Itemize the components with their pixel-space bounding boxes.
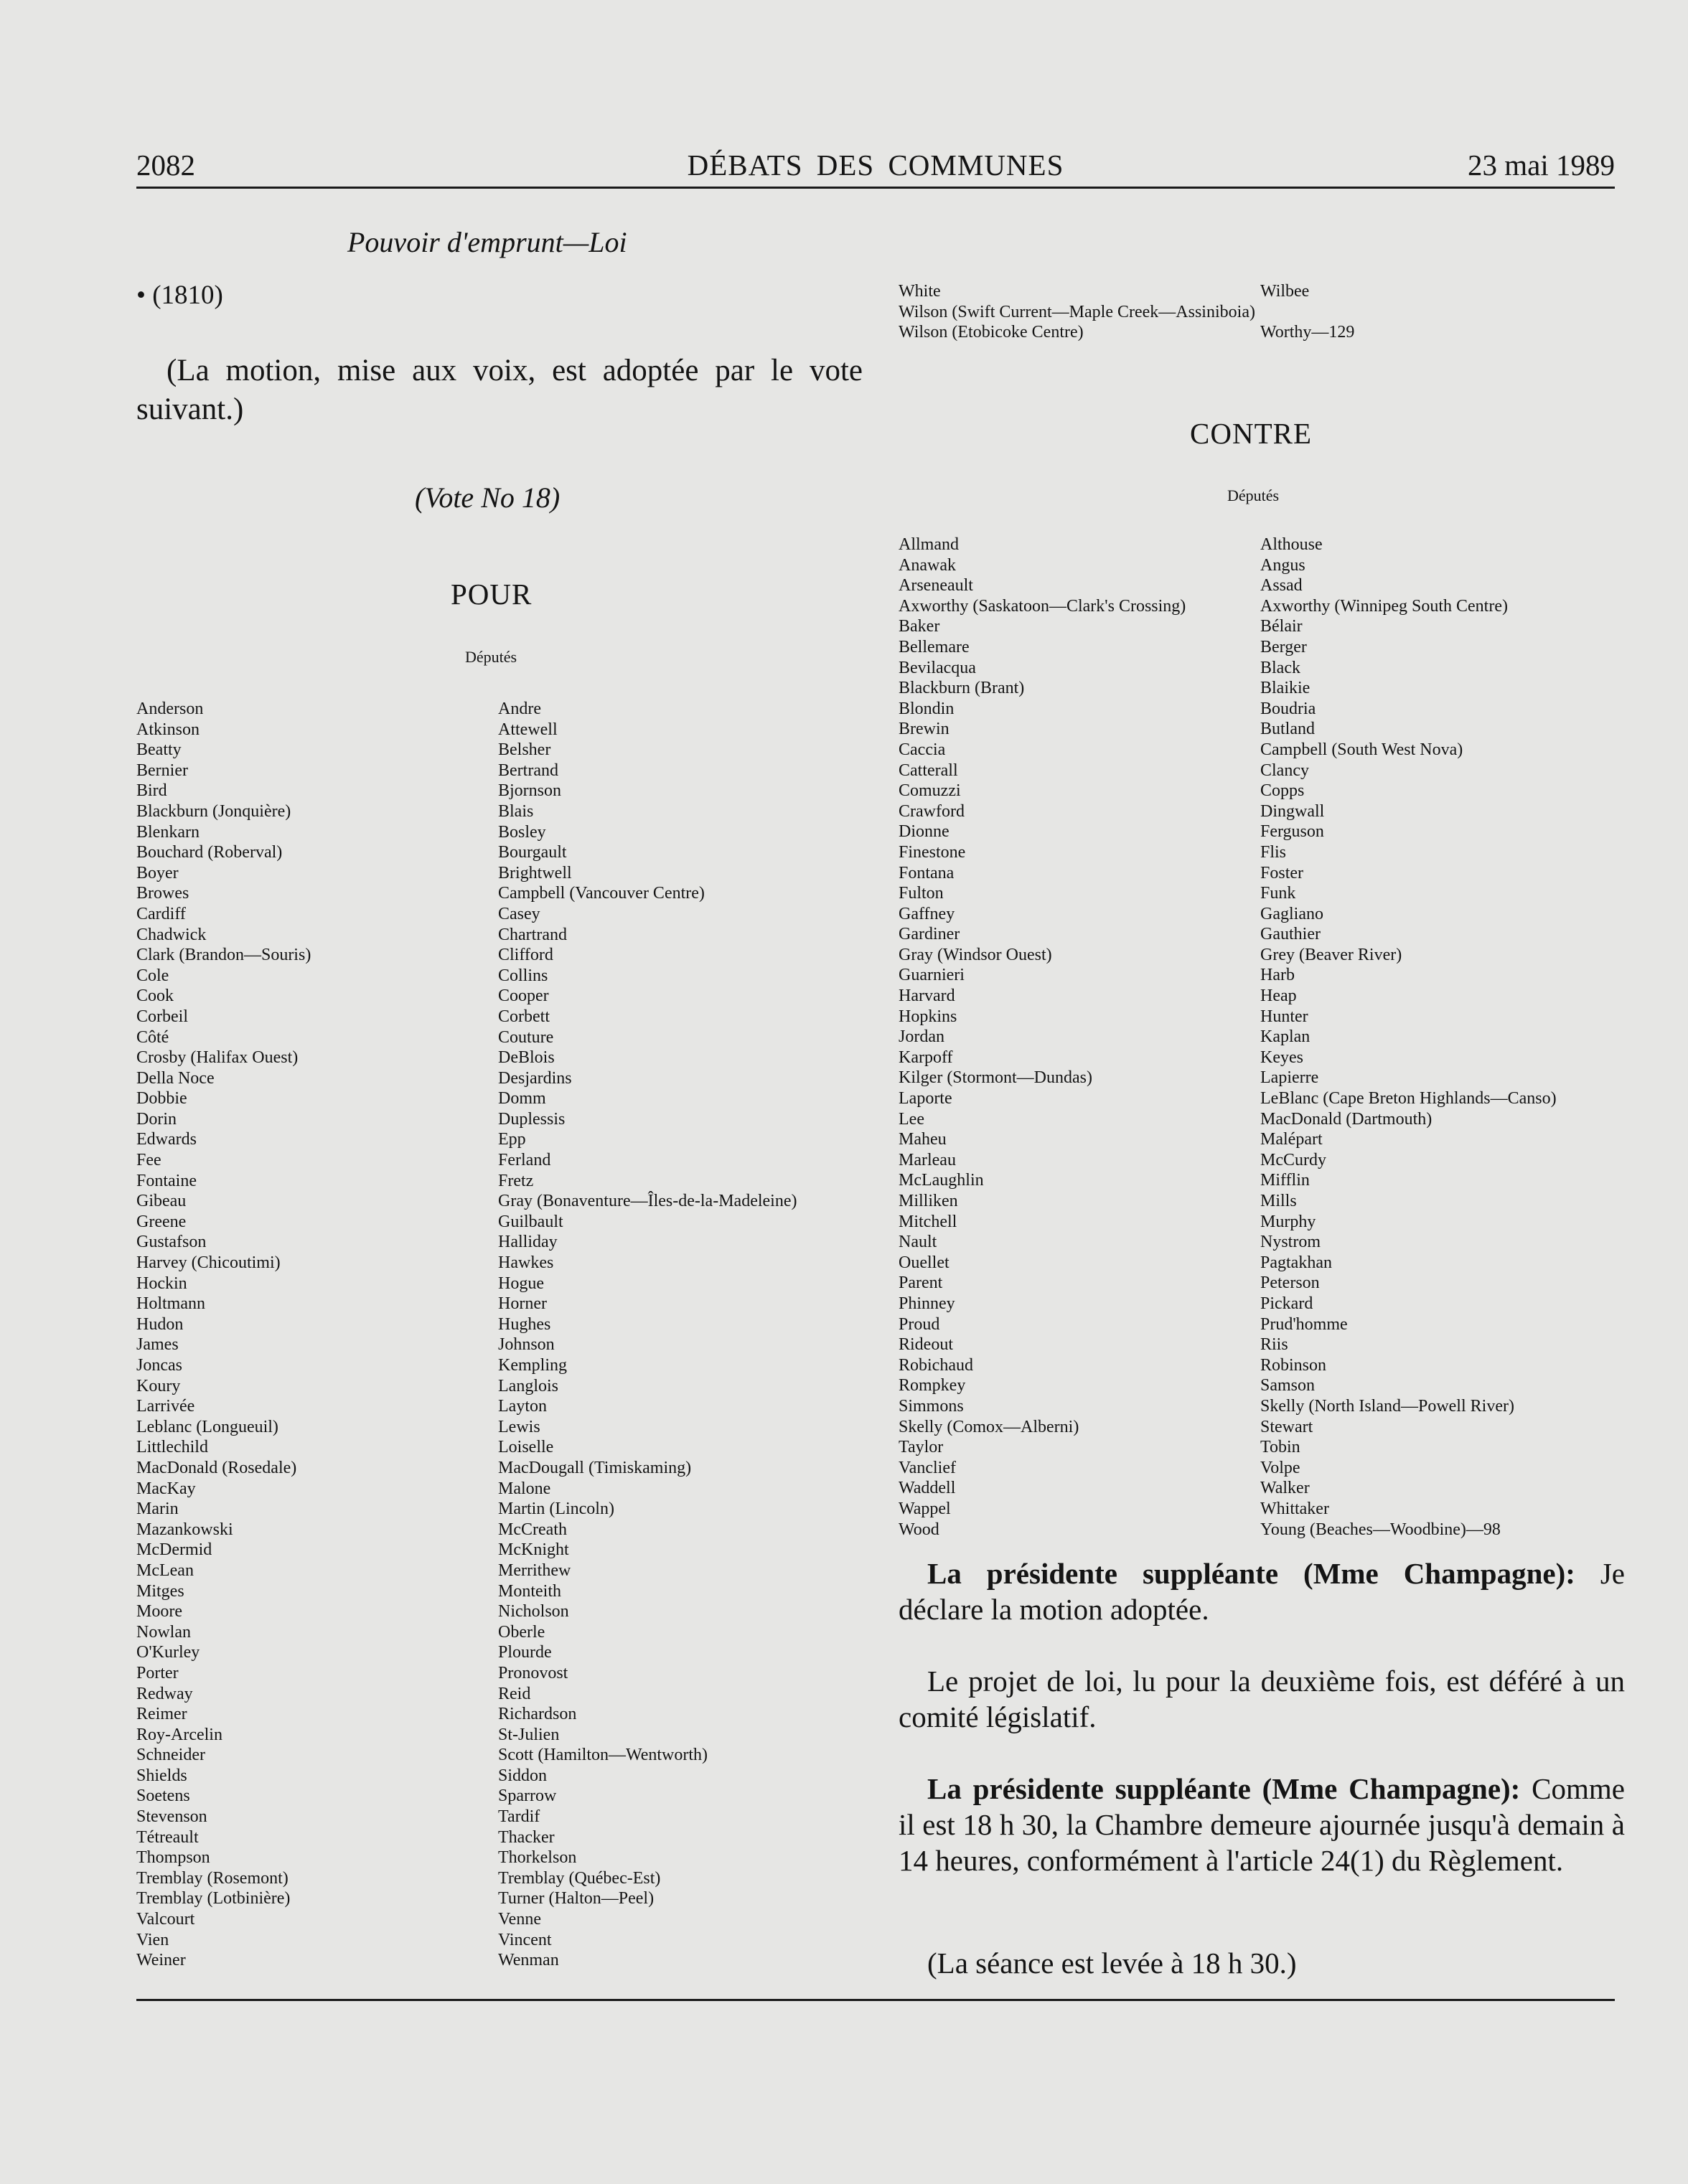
list-item: Grey (Beaver River) bbox=[1260, 945, 1402, 964]
list-item: Proud bbox=[899, 1314, 940, 1334]
list-item: Reimer bbox=[136, 1705, 187, 1724]
list-item: Guarnieri bbox=[899, 966, 965, 985]
list-item: Côté bbox=[136, 1027, 169, 1047]
list-item: Dorin bbox=[136, 1109, 177, 1129]
list-item: Redway bbox=[136, 1684, 193, 1703]
list-item: Harvard bbox=[899, 987, 955, 1006]
pour-continued-left bbox=[899, 281, 1255, 343]
time-marker: • (1810) bbox=[136, 281, 223, 310]
list-item: Venne bbox=[498, 1910, 541, 1929]
list-item: Browes bbox=[136, 884, 189, 903]
list-item: Wilbee bbox=[1260, 282, 1310, 301]
list-item: Skelly (Comox—Alberni) bbox=[899, 1417, 1079, 1436]
list-item: Chartrand bbox=[498, 925, 567, 944]
list-item: Blenkarn bbox=[136, 822, 200, 842]
list-item: Young (Beaches—Woodbine)—98 bbox=[1260, 1520, 1501, 1539]
list-item: Bernier bbox=[136, 761, 188, 780]
list-item: Gagliano bbox=[1260, 904, 1323, 923]
list-item: Kaplan bbox=[1260, 1027, 1310, 1047]
list-item: Boudria bbox=[1260, 699, 1316, 718]
list-item: Riis bbox=[1260, 1335, 1288, 1355]
list-item: Axworthy (Saskatoon—Clark's Crossing) bbox=[899, 596, 1186, 616]
list-item: James bbox=[136, 1335, 179, 1355]
list-item: Bouchard (Roberval) bbox=[136, 843, 283, 862]
list-item: Cook bbox=[136, 987, 174, 1006]
contre-list-col1 bbox=[899, 535, 1186, 1540]
list-item: Nault bbox=[899, 1233, 937, 1252]
list-item: Bourgault bbox=[498, 843, 567, 862]
list-item: Monteith bbox=[498, 1581, 561, 1601]
list-item: Skelly (North Island—Powell River) bbox=[1260, 1396, 1514, 1416]
list-item: O'Kurley bbox=[136, 1643, 200, 1662]
list-item: Shields bbox=[136, 1766, 187, 1785]
list-item: Hopkins bbox=[899, 1007, 957, 1026]
list-item: Malépart bbox=[1260, 1130, 1323, 1149]
list-item: Cooper bbox=[498, 987, 549, 1006]
list-item: Maheu bbox=[899, 1130, 947, 1149]
list-item: Dingwall bbox=[1260, 801, 1325, 821]
list-item: Guilbault bbox=[498, 1212, 563, 1231]
list-item: Harvey (Chicoutimi) bbox=[136, 1253, 281, 1273]
list-item: Gaffney bbox=[899, 904, 955, 923]
page-number: 2082 bbox=[136, 149, 195, 182]
list-item: Althouse bbox=[1260, 535, 1323, 554]
list-item: Weiner bbox=[136, 1951, 186, 1970]
list-item: Littlechild bbox=[136, 1438, 208, 1457]
list-item: Pronovost bbox=[498, 1663, 568, 1682]
list-item: Schneider bbox=[136, 1746, 205, 1765]
list-item: Berger bbox=[1260, 637, 1307, 656]
list-item: Tobin bbox=[1260, 1438, 1300, 1457]
list-item: Turner (Halton—Peel) bbox=[498, 1889, 655, 1908]
pour-list-col1 bbox=[136, 699, 311, 1971]
paragraph-motion-adopted bbox=[899, 1555, 1625, 1627]
list-item: Martin (Lincoln) bbox=[498, 1500, 614, 1519]
list-item: Phinney bbox=[899, 1294, 955, 1313]
list-item: Merrithew bbox=[498, 1561, 571, 1580]
list-item: Mitges bbox=[136, 1581, 184, 1601]
list-item: Fretz bbox=[498, 1171, 534, 1190]
list-item: Murphy bbox=[1260, 1212, 1316, 1231]
list-item: Thorkelson bbox=[498, 1848, 577, 1868]
list-item: McLaughlin bbox=[899, 1171, 984, 1190]
list-item: Bellemare bbox=[899, 637, 970, 656]
list-item: Hogue bbox=[498, 1274, 544, 1293]
list-item: Wenman bbox=[498, 1951, 559, 1970]
list-item: McCreath bbox=[498, 1520, 567, 1539]
list-item: Loiselle bbox=[498, 1438, 554, 1457]
list-item: Richardson bbox=[498, 1705, 577, 1724]
list-item: Crosby (Halifax Ouest) bbox=[136, 1048, 299, 1068]
list-item: Mills bbox=[1260, 1192, 1297, 1210]
list-item: Boyer bbox=[136, 863, 179, 882]
list-item: Holtmann bbox=[136, 1294, 205, 1314]
list-item: Finestone bbox=[899, 842, 966, 862]
list-item: Desjardins bbox=[498, 1068, 572, 1088]
list-item: Bevilacqua bbox=[899, 658, 976, 677]
list-item: Funk bbox=[1260, 884, 1296, 903]
list-item: Thacker bbox=[498, 1827, 555, 1847]
list-item: Fontaine bbox=[136, 1171, 197, 1190]
list-item: Clifford bbox=[498, 946, 553, 965]
list-item: MacDonald (Rosedale) bbox=[136, 1458, 297, 1477]
list-item: Cardiff bbox=[136, 904, 186, 923]
list-item: Blackburn (Brant) bbox=[899, 679, 1025, 698]
list-item: Hawkes bbox=[498, 1253, 554, 1273]
list-item: Milliken bbox=[899, 1192, 958, 1210]
list-item: Wilson (Swift Current—Maple Creek—Assiniboia) bbox=[899, 302, 1255, 321]
page-header bbox=[136, 148, 1615, 185]
list-item: Layton bbox=[498, 1397, 547, 1416]
list-item: Assad bbox=[1260, 576, 1303, 596]
list-item: Kempling bbox=[498, 1356, 567, 1375]
pour-heading: POUR bbox=[451, 578, 533, 611]
list-item: Ferland bbox=[498, 1151, 551, 1170]
list-item: Stevenson bbox=[136, 1807, 207, 1827]
list-item: Wappel bbox=[899, 1499, 951, 1518]
list-item: Foster bbox=[1260, 863, 1303, 882]
list-item: Johnson bbox=[498, 1335, 555, 1355]
list-item: Butland bbox=[1260, 720, 1315, 739]
list-item: Blaikie bbox=[1260, 679, 1310, 698]
list-item: Waddell bbox=[899, 1479, 956, 1498]
list-item: MacKay bbox=[136, 1479, 196, 1498]
list-item: Crawford bbox=[899, 801, 965, 821]
pour-list-col2 bbox=[498, 699, 797, 1971]
list-item: Joncas bbox=[136, 1356, 182, 1375]
list-item: LeBlanc (Cape Breton Highlands—Canso) bbox=[1260, 1089, 1557, 1109]
vote-label: (Vote No 18) bbox=[415, 481, 561, 514]
list-item: Oberle bbox=[498, 1622, 545, 1642]
list-item: McCurdy bbox=[1260, 1150, 1326, 1169]
list-item: Attewell bbox=[498, 720, 558, 739]
list-item: Horner bbox=[498, 1294, 547, 1314]
list-item: Couture bbox=[498, 1027, 554, 1047]
contre-subheading: Députés bbox=[1227, 486, 1280, 504]
list-item: Gardiner bbox=[899, 925, 960, 944]
list-item: Leblanc (Longueuil) bbox=[136, 1417, 278, 1436]
list-item: Ouellet bbox=[899, 1253, 950, 1272]
list-item: Dobbie bbox=[136, 1089, 187, 1109]
list-item: Pickard bbox=[1260, 1294, 1313, 1313]
list-item: Simmons bbox=[899, 1396, 964, 1416]
list-item: Valcourt bbox=[136, 1910, 195, 1929]
list-item: Vanclief bbox=[899, 1458, 956, 1477]
list-item: Kilger (Stormont—Dundas) bbox=[899, 1068, 1092, 1088]
list-item: McDermid bbox=[136, 1540, 212, 1560]
list-item: Caccia bbox=[899, 740, 946, 759]
list-item: Pagtakhan bbox=[1260, 1253, 1332, 1272]
list-item: Hughes bbox=[498, 1314, 551, 1334]
list-item: Soetens bbox=[136, 1787, 190, 1806]
list-item: Clancy bbox=[1260, 761, 1309, 780]
list-item: Marin bbox=[136, 1500, 179, 1519]
list-item: Gray (Windsor Ouest) bbox=[899, 945, 1052, 964]
list-item: Campbell (Vancouver Centre) bbox=[498, 884, 705, 903]
list-item: Walker bbox=[1260, 1479, 1310, 1498]
pour-subheading: Députés bbox=[465, 648, 517, 666]
paragraph-bill-referred: Le projet de loi, lu pour la deuxième fois, est déféré à un comité législatif. bbox=[899, 1665, 1625, 1733]
speaker-name: La présidente suppléante (Mme Champagne): bbox=[927, 1557, 1575, 1590]
motion-text: (La motion, mise aux voix, est adoptée par le vote suivant.) bbox=[136, 354, 863, 426]
list-item: Nicholson bbox=[498, 1602, 569, 1621]
list-item: Wilson (Etobicoke Centre) bbox=[899, 323, 1084, 342]
list-item: Catterall bbox=[899, 761, 958, 780]
list-item: Moore bbox=[136, 1602, 182, 1621]
list-item: Bosley bbox=[498, 822, 546, 842]
list-item: Black bbox=[1260, 658, 1300, 677]
list-item: Tétreault bbox=[136, 1827, 199, 1847]
pour-total: Worthy—129 bbox=[1260, 323, 1355, 342]
list-item: Karpoff bbox=[899, 1048, 953, 1067]
list-item: Comuzzi bbox=[899, 781, 961, 801]
list-item: Sparrow bbox=[498, 1787, 557, 1806]
list-item: Mitchell bbox=[899, 1212, 957, 1231]
list-item: Harb bbox=[1260, 966, 1295, 985]
list-item: Vien bbox=[136, 1930, 169, 1949]
list-item: Mifflin bbox=[1260, 1171, 1310, 1190]
list-item: Reid bbox=[498, 1684, 531, 1703]
list-item: Bélair bbox=[1260, 617, 1303, 636]
list-item: Lee bbox=[899, 1109, 924, 1129]
list-item: Tremblay (Lotbinière) bbox=[136, 1889, 291, 1908]
list-item: Robichaud bbox=[899, 1355, 973, 1375]
list-item: Brightwell bbox=[498, 863, 572, 882]
pour-continued-right bbox=[1260, 281, 1354, 343]
contre-list-col2 bbox=[1260, 535, 1557, 1540]
list-item: Bird bbox=[136, 781, 167, 801]
list-item: Ferguson bbox=[1260, 822, 1324, 842]
list-item: Domm bbox=[498, 1089, 546, 1109]
list-item: Anderson bbox=[136, 700, 204, 718]
publication-title: DÉBATS DES COMMUNES bbox=[687, 149, 1064, 182]
list-item: Plourde bbox=[498, 1643, 552, 1662]
list-item: White bbox=[899, 282, 941, 301]
list-item: Lewis bbox=[498, 1417, 540, 1436]
list-item: Andre bbox=[498, 700, 541, 718]
list-item: Larrivée bbox=[136, 1397, 195, 1416]
paragraph-adjournment bbox=[899, 1771, 1625, 1878]
list-item: Flis bbox=[1260, 842, 1287, 862]
list-item: Tremblay (Québec-Est) bbox=[498, 1868, 661, 1888]
paragraph-text: Je déclare la motion adoptée. bbox=[899, 1557, 1625, 1626]
list-item: Beatty bbox=[136, 740, 182, 760]
list-item: Roy-Arcelin bbox=[136, 1725, 222, 1744]
list-item: Robinson bbox=[1260, 1355, 1327, 1375]
list-item: Copps bbox=[1260, 781, 1305, 801]
list-item: Marleau bbox=[899, 1150, 956, 1169]
list-item: MacDougall (Timiskaming) bbox=[498, 1458, 692, 1477]
page-date: 23 mai 1989 bbox=[1468, 149, 1615, 182]
list-item: Jordan bbox=[899, 1027, 944, 1047]
list-item: Halliday bbox=[498, 1233, 558, 1252]
list-item: Tardif bbox=[498, 1807, 540, 1827]
list-item: Laporte bbox=[899, 1089, 952, 1109]
list-item: Blondin bbox=[899, 699, 955, 718]
list-item: Fulton bbox=[899, 884, 944, 903]
list-item: Edwards bbox=[136, 1130, 197, 1149]
list-item: Anawak bbox=[899, 555, 956, 575]
list-item: Mazankowski bbox=[136, 1520, 233, 1539]
list-item: St-Julien bbox=[498, 1725, 560, 1744]
list-item: Gray (Bonaventure—Îles-de-la-Madeleine) bbox=[498, 1192, 797, 1211]
list-item: Epp bbox=[498, 1130, 526, 1149]
contre-heading: CONTRE bbox=[1190, 417, 1312, 450]
list-item: Whittaker bbox=[1260, 1499, 1329, 1518]
list-item: Hockin bbox=[136, 1274, 187, 1293]
list-item: Stewart bbox=[1260, 1417, 1313, 1436]
list-item: Scott (Hamilton—Wentworth) bbox=[498, 1746, 708, 1765]
list-item: Nystrom bbox=[1260, 1233, 1321, 1252]
list-item: Malone bbox=[498, 1479, 551, 1498]
list-item: Heap bbox=[1260, 987, 1297, 1006]
list-item: Rompkey bbox=[899, 1376, 966, 1395]
list-item: Hudon bbox=[136, 1314, 184, 1334]
list-item: Cole bbox=[136, 966, 169, 985]
list-item bbox=[1260, 302, 1354, 323]
list-item: Rideout bbox=[899, 1335, 953, 1355]
footer-rule bbox=[136, 1999, 1615, 2001]
closing-line: (La séance est levée à 18 h 30.) bbox=[927, 1947, 1297, 1980]
list-item: Bertrand bbox=[498, 761, 558, 780]
list-item: Bjornson bbox=[498, 781, 562, 801]
list-item: McLean bbox=[136, 1561, 194, 1580]
list-item: Prud'homme bbox=[1260, 1314, 1348, 1334]
list-item: Thompson bbox=[136, 1848, 210, 1868]
list-item: Tremblay (Rosemont) bbox=[136, 1868, 289, 1888]
list-item: Corbeil bbox=[136, 1007, 188, 1026]
list-item: Collins bbox=[498, 966, 548, 985]
list-item: Parent bbox=[899, 1274, 943, 1293]
header-rule bbox=[136, 187, 1615, 189]
list-item: Campbell (South West Nova) bbox=[1260, 740, 1463, 759]
list-item: MacDonald (Dartmouth) bbox=[1260, 1109, 1433, 1129]
paragraph-text: Comme il est 18 h 30, la Chambre demeure ajournée jusqu'à demain à 14 heures, conformément à l'article 24(1) du Règlement. bbox=[899, 1772, 1625, 1877]
speaker-name: La présidente suppléante (Mme Champagne): bbox=[927, 1772, 1521, 1805]
list-item: Siddon bbox=[498, 1766, 548, 1785]
list-item: Clark (Brandon—Souris) bbox=[136, 946, 311, 965]
list-item: Atkinson bbox=[136, 720, 200, 739]
list-item: Peterson bbox=[1260, 1274, 1320, 1293]
list-item: Arseneault bbox=[899, 576, 973, 596]
list-item: Blackburn (Jonquière) bbox=[136, 801, 291, 821]
list-item: Gibeau bbox=[136, 1192, 187, 1211]
list-item: McKnight bbox=[498, 1540, 569, 1560]
list-item: Dionne bbox=[899, 822, 950, 842]
list-item: Koury bbox=[136, 1376, 181, 1395]
list-item: Blais bbox=[498, 801, 534, 821]
list-item: Wood bbox=[899, 1520, 939, 1539]
list-item: Hunter bbox=[1260, 1007, 1308, 1026]
list-item: Angus bbox=[1260, 555, 1305, 575]
list-item: Keyes bbox=[1260, 1048, 1303, 1067]
list-item: Allmand bbox=[899, 535, 959, 554]
list-item: Vincent bbox=[498, 1930, 552, 1949]
list-item: Gustafson bbox=[136, 1233, 207, 1252]
list-item: Langlois bbox=[498, 1376, 558, 1395]
list-item: Greene bbox=[136, 1212, 187, 1231]
section-subheading: Pouvoir d'emprunt—Loi bbox=[347, 226, 627, 258]
list-item: Belsher bbox=[498, 740, 551, 760]
list-item: Volpe bbox=[1260, 1458, 1300, 1477]
list-item: Duplessis bbox=[498, 1109, 566, 1129]
list-item: Brewin bbox=[899, 720, 950, 739]
list-item: Samson bbox=[1260, 1376, 1316, 1395]
list-item: Lapierre bbox=[1260, 1068, 1319, 1088]
list-item: Fee bbox=[136, 1151, 161, 1170]
list-item: Casey bbox=[498, 904, 540, 923]
list-item: Nowlan bbox=[136, 1622, 191, 1642]
list-item: DeBlois bbox=[498, 1048, 555, 1068]
list-item: Baker bbox=[899, 617, 940, 636]
list-item: Taylor bbox=[899, 1438, 944, 1457]
list-item: Chadwick bbox=[136, 925, 207, 944]
list-item: Corbett bbox=[498, 1007, 550, 1026]
list-item: Axworthy (Winnipeg South Centre) bbox=[1260, 596, 1508, 616]
list-item: Gauthier bbox=[1260, 925, 1321, 944]
list-item: Porter bbox=[136, 1663, 179, 1682]
list-item: Della Noce bbox=[136, 1068, 215, 1088]
list-item: Fontana bbox=[899, 863, 955, 882]
